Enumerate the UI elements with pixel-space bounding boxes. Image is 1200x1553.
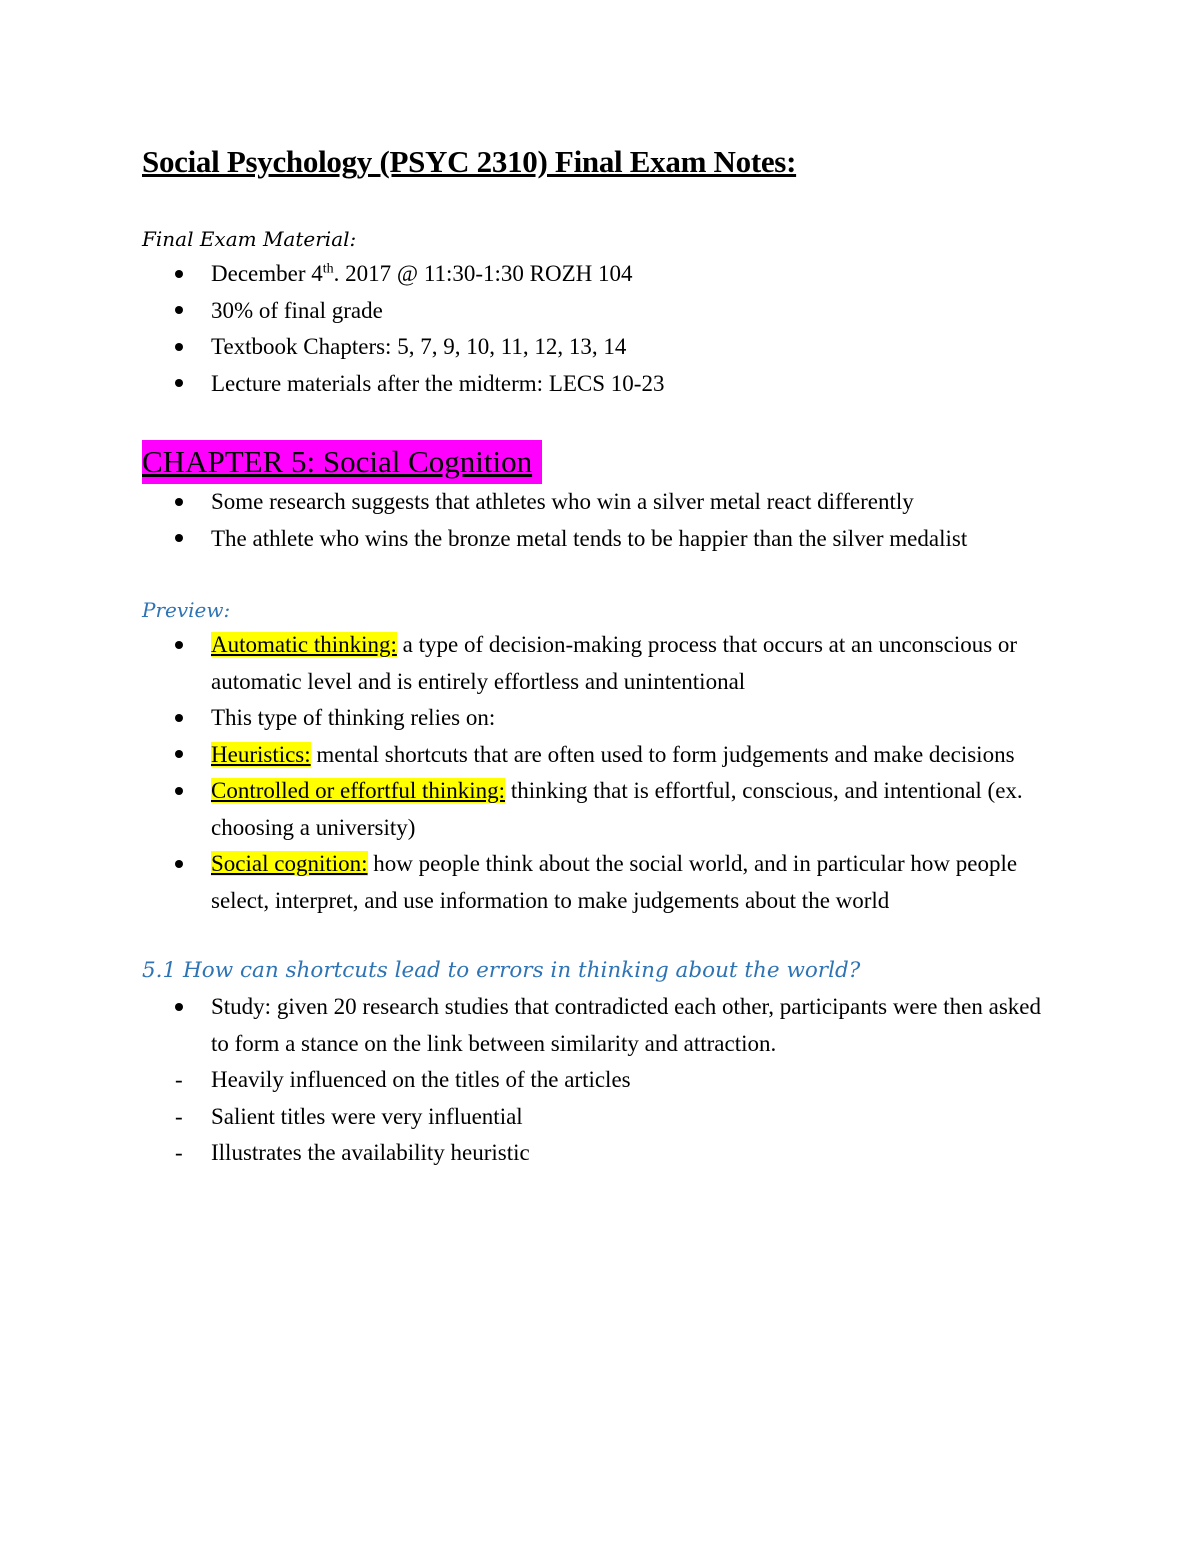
bullet-icon (175, 484, 195, 521)
chapter-item-text: The athlete who wins the bronze metal tends to be happier than the silver medalist (211, 525, 968, 551)
list-item (142, 627, 1062, 700)
list-item (142, 737, 1062, 774)
term-highlight: Heuristics: (211, 741, 311, 767)
bullet-icon (175, 700, 195, 737)
dash-marker: - (175, 1103, 183, 1129)
section-heading: 5.1 How can shortcuts lead to errors in thinking about the world? (142, 958, 861, 983)
list-item (142, 846, 1062, 919)
term-definition: thinking that is effortful, conscious, and intentional (ex. choosing a university) (211, 778, 1023, 840)
term-definition: This type of thinking relies on: (211, 705, 496, 730)
bullet-icon (175, 737, 195, 774)
exam-date-prefix: December 4 (211, 261, 323, 286)
term-highlight: Automatic thinking: (211, 632, 397, 657)
bullet-icon (175, 989, 195, 1026)
dash-item-text: Salient titles were very influential (211, 1103, 523, 1129)
term-definition: how people think about the social world, and in particular how people select, interpret, and use information to make judgements about the world (211, 851, 1018, 913)
term-definition: a type of decision-making process that occurs at an unconscious or automatic level and is entirely effortless and unintentional (211, 632, 1018, 694)
term-definition: mental shortcuts that are often used to form judgements and make decisions (310, 741, 1015, 767)
dash-item-text: Illustrates the availability heuristic (211, 1140, 530, 1165)
list-item (142, 1135, 1062, 1172)
list-item (142, 700, 1062, 737)
bullet-icon (175, 521, 195, 558)
preview-label: Preview: (142, 598, 231, 622)
list-item (142, 521, 1062, 558)
bullet-icon (175, 256, 195, 293)
bullet-icon (175, 627, 195, 664)
term-highlight: Controlled or effortful thinking: (211, 778, 506, 803)
chapter-intro-list (142, 484, 1062, 557)
term-highlight: Social cognition: (211, 851, 368, 876)
exam-chapters: Textbook Chapters: 5, 7, 9, 10, 11, 12, 13, 14 (211, 334, 627, 359)
list-item (142, 293, 1062, 330)
dash-marker: - (175, 1067, 183, 1092)
list-item (142, 366, 1062, 403)
dash-item-text: Heavily influenced on the titles of the articles (211, 1067, 631, 1092)
exam-material-label: Final Exam Material: (142, 227, 357, 251)
list-item (142, 989, 1062, 1062)
study-list (142, 989, 1062, 1172)
bullet-icon (175, 293, 195, 330)
exam-date-rest: . 2017 @ 11:30-1:30 ROZH 104 (333, 261, 633, 286)
study-text: Study: given 20 research studies that contradicted each other, participants were then asked to form a stance on the link between similarity and attraction. (211, 994, 1041, 1056)
dash-marker: - (175, 1140, 183, 1165)
list-item (142, 329, 1062, 366)
bullet-icon (175, 773, 195, 810)
list-item (142, 773, 1062, 846)
exam-material-list (142, 256, 1062, 402)
bullet-icon (175, 366, 195, 403)
chapter-heading: CHAPTER 5: Social Cognition (142, 440, 542, 484)
list-item (142, 1099, 1062, 1136)
list-item (142, 256, 1062, 293)
chapter-item-text: Some research suggests that athletes who win a silver metal react differently (211, 489, 914, 514)
document-body (142, 138, 1062, 1172)
exam-grade: 30% of final grade (211, 297, 383, 323)
exam-date-sup: th (322, 261, 334, 277)
list-item (142, 484, 1062, 521)
document-title: Social Psychology (PSYC 2310) Final Exam Notes: (142, 144, 797, 179)
preview-list (142, 627, 1062, 919)
bullet-icon (175, 846, 195, 883)
exam-lectures: Lecture materials after the midterm: LECS 10-23 (211, 370, 665, 396)
list-item (142, 1062, 1062, 1099)
bullet-icon (175, 329, 195, 366)
